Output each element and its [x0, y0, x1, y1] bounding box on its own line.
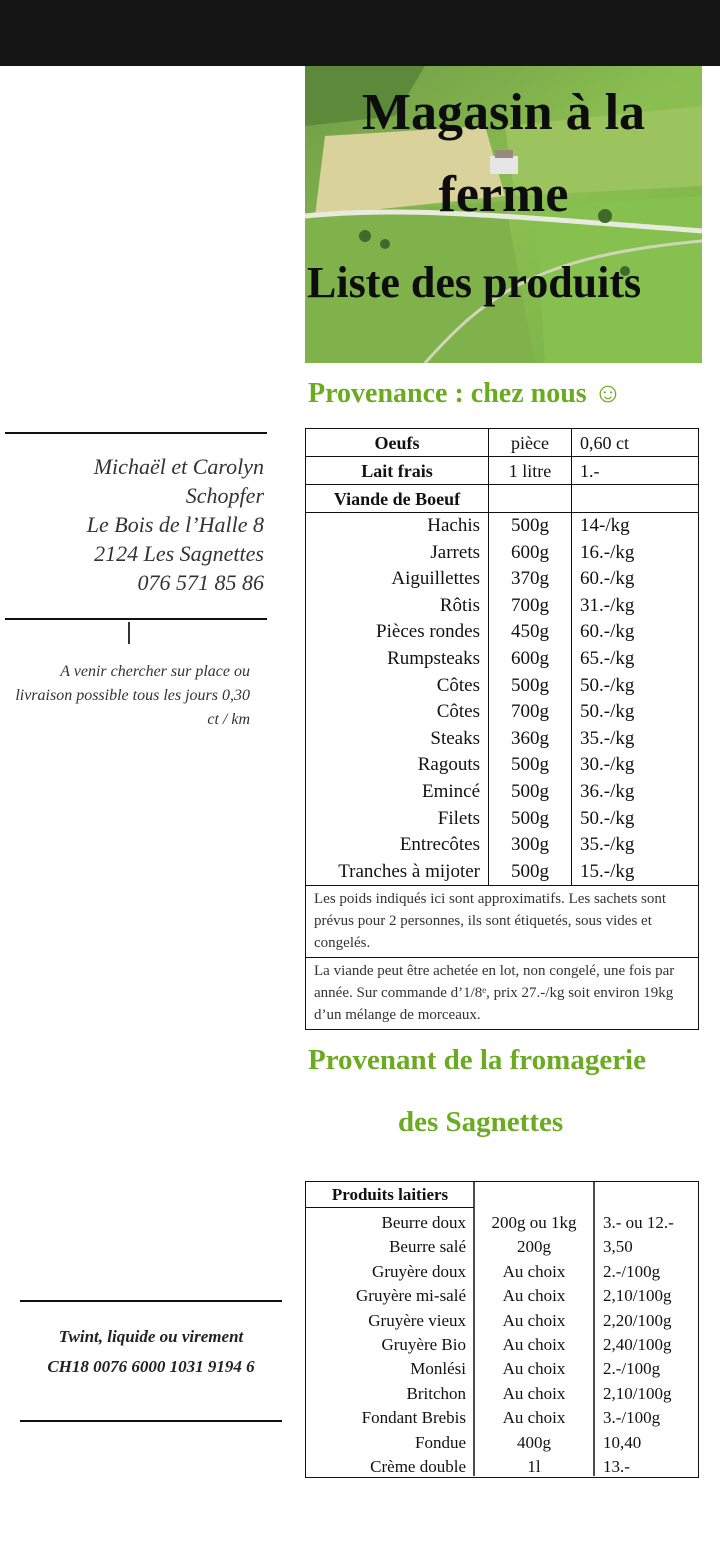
- header-title-line1: Magasin à la: [361, 84, 646, 141]
- table-row: [306, 566, 698, 593]
- meat-weight: 360g: [489, 726, 572, 753]
- table-row: [306, 699, 698, 726]
- table-row: [306, 1333, 698, 1357]
- meat-price: 30.-/kg: [580, 754, 635, 776]
- table-row: [306, 593, 698, 620]
- dairy-qty: Au choix: [502, 1359, 566, 1379]
- divider-mark: [128, 622, 130, 644]
- dairy-qty: Au choix: [502, 1261, 566, 1281]
- meat-price: 31.-/kg: [580, 594, 635, 616]
- dairy-price: 13.-: [603, 1456, 630, 1476]
- contact-line: Schopfer: [185, 483, 264, 508]
- payment-iban: CH18 0076 6000 1031 9194 6: [47, 1357, 255, 1376]
- meat-weight: 500g: [489, 806, 572, 833]
- dairy-qty: Au choix: [502, 1334, 566, 1354]
- meat-name: Hachis: [306, 513, 489, 540]
- dairy-price: 2.-/100g: [603, 1261, 661, 1281]
- table-row: [306, 457, 698, 485]
- meat-price: 14-/kg: [580, 515, 630, 536]
- meat-name: Pièces rondes: [306, 619, 489, 646]
- dairy-qty: Au choix: [502, 1286, 566, 1306]
- meat-name: Emincé: [306, 779, 489, 806]
- meat-weight: 500g: [489, 513, 572, 540]
- dairy-qty: Au choix: [502, 1383, 566, 1403]
- dairy-price: 2,20/100g: [603, 1310, 672, 1330]
- dairy-price: 2,10/100g: [603, 1383, 672, 1403]
- meat-price: 60.-/kg: [580, 621, 635, 643]
- farm-products-table: [305, 428, 699, 1030]
- meat-weight: 370g: [489, 566, 572, 593]
- dairy-name: Fondant Brebis: [361, 1408, 466, 1428]
- meat-name: Aiguillettes: [306, 566, 489, 593]
- table-row: [306, 646, 698, 673]
- meat-weight: 600g: [489, 540, 572, 567]
- meat-weight: 500g: [489, 779, 572, 806]
- meat-name: Ragouts: [306, 752, 489, 779]
- dairy-name: Gruyère doux: [372, 1261, 466, 1281]
- meat-name: Steaks: [306, 726, 489, 753]
- dairy-price: 10,40: [603, 1432, 642, 1452]
- meat-weight: 500g: [489, 752, 572, 779]
- meat-price: 50.-/kg: [580, 674, 635, 696]
- meat-name: Entrecôtes: [306, 832, 489, 859]
- meat-price: 16.-/kg: [580, 541, 635, 563]
- meat-price: 50.-/kg: [580, 807, 635, 829]
- product-price: 1.-: [580, 461, 600, 481]
- meat-price: 50.-/kg: [580, 701, 635, 723]
- table-row: [306, 832, 698, 859]
- header-title-line2: ferme: [438, 166, 569, 223]
- table-row: [306, 806, 698, 833]
- dairy-qty: 1l: [527, 1456, 541, 1476]
- table-row: [306, 1431, 698, 1455]
- dairy-qty: Au choix: [502, 1310, 566, 1330]
- meat-name: Rumpsteaks: [306, 646, 489, 673]
- dairy-price: 3.-/100g: [603, 1408, 661, 1428]
- meat-weight: 600g: [489, 646, 572, 673]
- weight-note: Les poids indiqués ici sont approximatifs. Les sachets sont prévus pour 2 personnes, ils sont étiquetés, sous vides et congelés.: [306, 885, 698, 957]
- product-name: Oeufs: [306, 429, 489, 456]
- table-row: [306, 1406, 698, 1430]
- dairy-price: 2,40/100g: [603, 1334, 672, 1354]
- meat-name: Côtes: [306, 699, 489, 726]
- dairy-name: Beurre doux: [381, 1213, 466, 1232]
- divider: [5, 618, 267, 620]
- dairy-name: Monlési: [410, 1359, 466, 1379]
- dairy-price: 2.-/100g: [603, 1359, 661, 1379]
- meat-price: 36.-/kg: [580, 780, 635, 802]
- meat-price: 35.-/kg: [580, 727, 635, 749]
- dairy-qty: Au choix: [502, 1408, 566, 1428]
- meat-weight: 500g: [489, 673, 572, 700]
- divider: [20, 1300, 282, 1302]
- divider: [5, 432, 267, 434]
- section-heading-cheese-line1: Provenant de la fromagerie: [308, 1044, 646, 1076]
- table-row: [306, 1260, 698, 1284]
- dairy-name: Gruyère vieux: [368, 1310, 466, 1330]
- meat-price: 65.-/kg: [580, 647, 635, 669]
- dairy-price: 3,50: [603, 1237, 633, 1257]
- table-row: [306, 752, 698, 779]
- meat-name: Filets: [306, 806, 489, 833]
- section-heading-farm: Provenance : chez nous ☺: [308, 378, 623, 409]
- table-row: [306, 673, 698, 700]
- dairy-products-table: [305, 1181, 699, 1478]
- table-row: [306, 1235, 698, 1259]
- dairy-name: Crème double: [370, 1456, 466, 1476]
- meat-weight: 450g: [489, 619, 572, 646]
- meat-name: Jarrets: [306, 540, 489, 567]
- table-row: [306, 726, 698, 753]
- status-bar: [0, 0, 720, 66]
- contact-line: Michaël et Carolyn: [93, 454, 264, 479]
- section-heading-cheese-line2: des Sagnettes: [398, 1106, 564, 1138]
- contact-line: 2124 Les Sagnettes: [94, 541, 264, 566]
- table-row: [306, 540, 698, 567]
- product-unit: pièce: [489, 429, 572, 456]
- meat-weight: 700g: [489, 593, 572, 620]
- meat-price: 15.-/kg: [580, 860, 635, 882]
- bulk-order-note: La viande peut être achetée en lot, non congelé, une fois par année. Sur commande d’1/8ᵉ, prix 27.-/kg soit environ 19kg d’un mélange de morceaux.: [306, 957, 698, 1029]
- meat-name: Côtes: [306, 673, 489, 700]
- product-price: 0,60 ct: [580, 433, 629, 453]
- product-unit: [489, 485, 572, 512]
- table-row: [306, 485, 698, 513]
- product-unit: 1 litre: [489, 457, 572, 484]
- divider: [20, 1420, 282, 1422]
- header-image: [305, 66, 702, 363]
- table-row: [306, 1455, 698, 1479]
- dairy-name: Gruyère Bio: [381, 1334, 466, 1354]
- dairy-qty: 200g ou 1kg: [491, 1213, 577, 1232]
- contact-address: [4, 452, 264, 597]
- meat-name: Tranches à mijoter: [306, 859, 489, 886]
- dairy-qty: 400g: [517, 1432, 551, 1452]
- meat-weight: 500g: [489, 859, 572, 886]
- meat-name: Rôtis: [306, 593, 489, 620]
- table-row: [306, 1357, 698, 1381]
- meat-price: 60.-/kg: [580, 568, 635, 590]
- table-row: [306, 1382, 698, 1406]
- payment-info: [20, 1322, 282, 1382]
- payment-methods: Twint, liquide ou virement: [58, 1327, 244, 1346]
- meat-weight: 300g: [489, 832, 572, 859]
- dairy-name: Britchon: [406, 1383, 466, 1403]
- table-body: [306, 1208, 698, 1479]
- table-row: [306, 779, 698, 806]
- table-header-row: [306, 1182, 698, 1208]
- dairy-name: Gruyère mi-salé: [356, 1286, 466, 1306]
- table-row: [306, 1309, 698, 1333]
- table-row: [306, 619, 698, 646]
- meat-weight: 700g: [489, 699, 572, 726]
- table-row: [306, 513, 698, 540]
- meat-price: 35.-/kg: [580, 834, 635, 856]
- dairy-name: Fondue: [415, 1432, 466, 1452]
- dairy-price: 2,10/100g: [603, 1286, 672, 1306]
- table-row: [306, 1284, 698, 1308]
- delivery-info: A venir chercher sur place ou livraison possible tous les jours 0,30 ct / km: [15, 663, 250, 728]
- table-row: [306, 1211, 698, 1235]
- product-price: [572, 485, 698, 512]
- table-row: [306, 859, 698, 886]
- table-header: Produits laitiers: [306, 1182, 474, 1208]
- header-title-line3: Liste des produits: [307, 258, 642, 307]
- dairy-qty: 200g: [517, 1237, 551, 1257]
- dairy-name: Beurre salé: [389, 1237, 466, 1257]
- contact-phone: 076 571 85 86: [137, 570, 264, 595]
- table-row: [306, 429, 698, 457]
- dairy-price: 3.- ou 12.-: [603, 1213, 674, 1232]
- contact-line: Le Bois de l’Halle 8: [86, 512, 264, 537]
- product-name: Lait frais: [306, 457, 489, 484]
- category-label: Viande de Boeuf: [306, 485, 489, 512]
